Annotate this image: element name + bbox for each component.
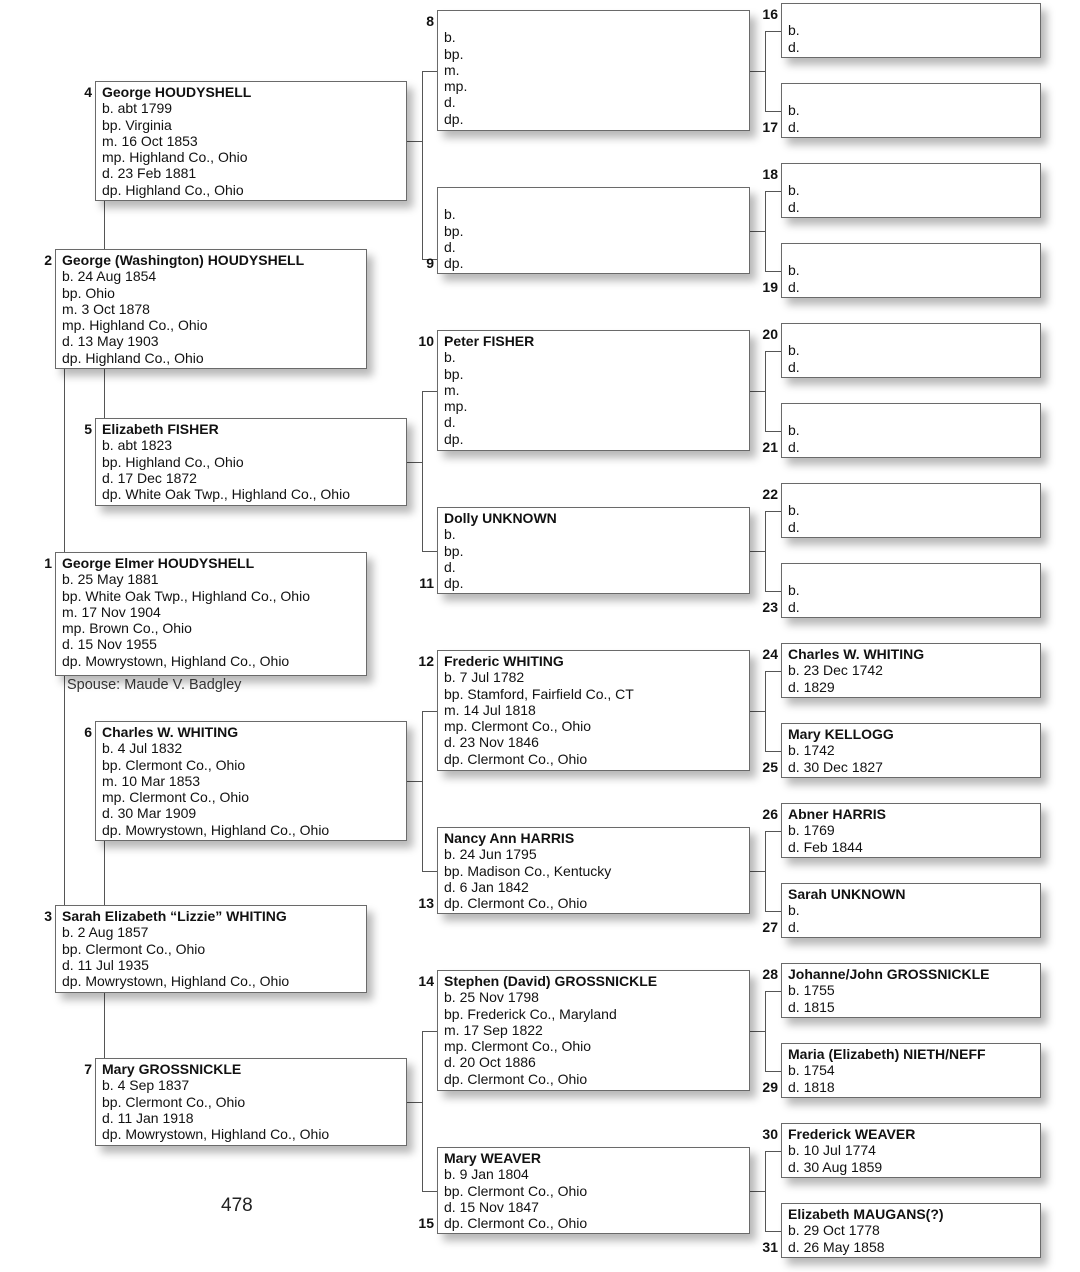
person-detail: dp. Clermont Co., Ohio xyxy=(444,1070,588,1087)
person-box-16[interactable] xyxy=(781,3,1041,58)
person-detail: dp. Highland Co., Ohio xyxy=(62,349,204,366)
person-detail: b. xyxy=(788,902,800,919)
person-box-25[interactable] xyxy=(781,723,1041,778)
person-detail: bp. White Oak Twp., Highland Co., Ohio xyxy=(62,587,310,604)
person-detail: mp. xyxy=(444,78,468,95)
connector-line xyxy=(422,1031,437,1032)
person-box-26[interactable] xyxy=(781,803,1041,858)
person-box-11[interactable] xyxy=(437,507,750,594)
person-detail: d. xyxy=(788,518,800,535)
person-name xyxy=(444,190,749,206)
ahnentafel-number: 24 xyxy=(762,646,778,662)
person-detail: dp. Mowrystown, Highland Co., Ohio xyxy=(62,652,290,669)
person-detail: d. xyxy=(788,598,800,615)
ahnentafel-number: 6 xyxy=(84,724,92,740)
person-box-1[interactable] xyxy=(55,552,367,676)
person-detail: d. 30 Dec 1827 xyxy=(788,758,883,775)
person-detail: d. xyxy=(788,278,800,295)
ahnentafel-number: 4 xyxy=(84,84,92,100)
person-name xyxy=(788,566,1040,582)
person-detail: dp. xyxy=(444,430,464,447)
person-detail: d. 30 Aug 1859 xyxy=(788,1158,883,1175)
person-name: George HOUDYSHELL xyxy=(102,84,252,100)
person-name: Charles W. WHITING xyxy=(102,724,239,740)
connector-line xyxy=(765,1071,781,1072)
person-box-30[interactable] xyxy=(781,1123,1041,1178)
person-detail: d. 15 Nov 1955 xyxy=(62,636,157,653)
ahnentafel-number: 26 xyxy=(762,806,778,822)
person-detail: bp. Clermont Co., Ohio xyxy=(102,756,246,773)
person-detail: m. 3 Oct 1878 xyxy=(62,300,150,317)
person-box-14[interactable] xyxy=(437,970,750,1091)
person-detail: mp. Highland Co., Ohio xyxy=(62,317,208,334)
person-detail: dp. Highland Co., Ohio xyxy=(102,181,244,198)
ahnentafel-number: 28 xyxy=(762,966,778,982)
person-detail: d. 11 Jan 1918 xyxy=(102,1109,194,1126)
person-name: Johanne/John GROSSNICKLE xyxy=(788,966,990,982)
person-detail: d. Feb 1844 xyxy=(788,838,863,855)
person-detail: d. 13 May 1903 xyxy=(62,333,159,350)
ahnentafel-number: 11 xyxy=(419,575,434,591)
person-detail: mp. Highland Co., Ohio xyxy=(102,149,248,166)
person-name: Mary GROSSNICKLE xyxy=(102,1061,242,1077)
person-detail: dp. Clermont Co., Ohio xyxy=(444,1215,588,1232)
person-detail: bp. xyxy=(444,542,464,559)
connector-line xyxy=(422,711,423,871)
connector-line xyxy=(422,391,437,392)
person-detail: b. 25 May 1881 xyxy=(62,571,159,588)
ahnentafel-number: 1 xyxy=(44,555,52,571)
person-box-31[interactable] xyxy=(781,1203,1041,1258)
person-detail: bp. Stamford, Fairfield Co., CT xyxy=(444,685,634,702)
person-name: Maria (Elizabeth) NIETH/NEFF xyxy=(788,1046,986,1062)
ahnentafel-number: 19 xyxy=(762,279,778,295)
person-box-27[interactable] xyxy=(781,883,1041,938)
person-name: Elizabeth MAUGANS(?) xyxy=(788,1206,944,1222)
person-name: Stephen (David) GROSSNICKLE xyxy=(444,973,658,989)
person-detail: b. 1769 xyxy=(788,822,835,839)
person-detail: d. 17 Dec 1872 xyxy=(102,469,197,486)
connector-line xyxy=(422,391,423,551)
person-detail: b. xyxy=(788,582,800,599)
ahnentafel-number: 7 xyxy=(84,1061,92,1077)
person-box-15[interactable] xyxy=(437,1147,750,1234)
person-detail: bp. Clermont Co., Ohio xyxy=(444,1182,588,1199)
person-detail: d. xyxy=(788,118,800,135)
connector-line xyxy=(407,141,422,142)
ahnentafel-number: 10 xyxy=(418,333,434,349)
connector-line xyxy=(765,191,766,271)
person-detail: d. xyxy=(788,198,800,215)
person-name xyxy=(788,166,1040,182)
connector-line xyxy=(750,71,765,72)
connector-line xyxy=(422,1031,423,1191)
person-detail: d. xyxy=(788,38,800,55)
ahnentafel-number: 29 xyxy=(762,1079,778,1095)
person-detail: bp. xyxy=(444,45,464,62)
person-detail: d. xyxy=(788,438,800,455)
person-detail: mp. Clermont Co., Ohio xyxy=(102,789,250,806)
ahnentafel-number: 21 xyxy=(762,439,778,455)
person-detail: mp. Clermont Co., Ohio xyxy=(444,1038,592,1055)
person-box-23[interactable] xyxy=(781,563,1041,618)
ahnentafel-number: 9 xyxy=(426,255,434,271)
person-detail: b. 23 Dec 1742 xyxy=(788,662,883,679)
person-detail: dp. Mowrystown, Highland Co., Ohio xyxy=(102,821,330,838)
connector-line xyxy=(422,1191,437,1192)
person-name: Mary KELLOGG xyxy=(788,726,894,742)
connector-line xyxy=(765,511,781,512)
person-detail: b. xyxy=(788,422,800,439)
person-detail: d. 6 Jan 1842 xyxy=(444,878,529,895)
person-detail: b. abt 1823 xyxy=(102,437,173,454)
person-detail: m. xyxy=(444,61,460,78)
person-name xyxy=(788,326,1040,342)
person-box-21[interactable] xyxy=(781,403,1041,458)
person-detail: dp. xyxy=(444,110,464,127)
connector-line xyxy=(750,391,765,392)
person-detail: m. 16 Oct 1853 xyxy=(102,132,198,149)
person-name: Charles W. WHITING xyxy=(788,646,925,662)
connector-line xyxy=(765,431,781,432)
person-detail: b. xyxy=(788,262,800,279)
person-detail: dp. Mowrystown, Highland Co., Ohio xyxy=(62,973,290,990)
connector-line xyxy=(104,841,105,905)
person-detail: b. abt 1799 xyxy=(102,100,173,117)
person-name xyxy=(788,486,1040,502)
connector-line xyxy=(765,271,781,272)
connector-line xyxy=(422,71,437,72)
person-box-12[interactable] xyxy=(437,650,750,771)
person-name: Nancy Ann HARRIS xyxy=(444,830,575,846)
connector-line xyxy=(765,671,766,751)
person-detail: d. 11 Jul 1935 xyxy=(62,956,149,973)
person-detail: m. xyxy=(444,381,460,398)
connector-line xyxy=(765,351,766,431)
person-detail: b. 4 Jul 1832 xyxy=(102,740,183,757)
person-detail: dp. xyxy=(444,255,464,272)
person-detail: b. 29 Oct 1778 xyxy=(788,1222,880,1239)
person-name: Sarah UNKNOWN xyxy=(788,886,906,902)
connector-line xyxy=(765,191,781,192)
connector-line xyxy=(104,369,105,418)
person-detail: d. 20 Oct 1886 xyxy=(444,1054,536,1071)
person-detail: m. 14 Jul 1818 xyxy=(444,701,536,718)
person-name: Sarah Elizabeth “Lizzie” WHITING xyxy=(62,908,287,924)
connector-line xyxy=(750,231,765,232)
person-detail: d. xyxy=(788,358,800,375)
person-detail: b. xyxy=(788,502,800,519)
connector-line xyxy=(765,31,781,32)
person-detail: bp. Clermont Co., Ohio xyxy=(62,940,206,957)
person-box-9[interactable] xyxy=(437,187,750,274)
person-detail: b. xyxy=(788,102,800,119)
person-detail: b. xyxy=(788,342,800,359)
person-detail: d. 26 May 1858 xyxy=(788,1238,885,1255)
person-detail: dp. Clermont Co., Ohio xyxy=(444,750,588,767)
person-detail: dp. White Oak Twp., Highland Co., Ohio xyxy=(102,486,350,503)
person-box-6[interactable] xyxy=(95,721,407,841)
person-box-20[interactable] xyxy=(781,323,1041,378)
person-detail: bp. Ohio xyxy=(62,284,115,301)
person-detail: b. xyxy=(788,182,800,199)
person-detail: d. 15 Nov 1847 xyxy=(444,1198,539,1215)
person-detail: b. 24 Jun 1795 xyxy=(444,846,537,863)
person-detail: bp. Virginia xyxy=(102,116,172,133)
person-box-19[interactable] xyxy=(781,243,1041,298)
connector-line xyxy=(765,1151,766,1231)
person-box-2[interactable] xyxy=(55,249,367,369)
person-detail: d. xyxy=(444,94,456,111)
ahnentafel-number: 18 xyxy=(762,166,778,182)
connector-line xyxy=(765,751,781,752)
person-detail: b. 9 Jan 1804 xyxy=(444,1166,529,1183)
connector-line xyxy=(407,462,422,463)
person-name xyxy=(788,406,1040,422)
connector-line xyxy=(750,1031,765,1032)
person-name: Frederic WHITING xyxy=(444,653,564,669)
connector-line xyxy=(750,1191,765,1192)
person-box-17[interactable] xyxy=(781,83,1041,138)
person-detail: b. 7 Jul 1782 xyxy=(444,669,525,686)
person-name: Frederick WEAVER xyxy=(788,1126,916,1142)
person-detail: dp. xyxy=(444,575,464,592)
person-detail: b. xyxy=(788,22,800,39)
connector-line xyxy=(750,711,765,712)
ahnentafel-number: 17 xyxy=(762,119,778,135)
ahnentafel-number: 13 xyxy=(418,895,434,911)
person-name xyxy=(788,6,1040,22)
connector-line xyxy=(765,511,766,591)
person-box-13[interactable] xyxy=(437,827,750,914)
connector-line xyxy=(422,71,423,259)
person-detail: m. 17 Nov 1904 xyxy=(62,603,161,620)
person-name xyxy=(788,246,1040,262)
person-box-3[interactable] xyxy=(55,905,367,993)
person-box-24[interactable] xyxy=(781,643,1041,698)
person-detail: b. 1755 xyxy=(788,982,835,999)
person-detail: bp. Frederick Co., Maryland xyxy=(444,1005,617,1022)
person-detail: dp. Clermont Co., Ohio xyxy=(444,895,588,912)
ahnentafel-number: 15 xyxy=(418,1215,434,1231)
person-detail: bp. Highland Co., Ohio xyxy=(102,453,244,470)
person-detail: b. 10 Jul 1774 xyxy=(788,1142,876,1159)
person-detail: d. 23 Nov 1846 xyxy=(444,734,539,751)
ahnentafel-number: 12 xyxy=(418,653,434,669)
spouse-label: Spouse: Maude V. Badgley xyxy=(67,677,242,693)
connector-line xyxy=(422,551,437,552)
ahnentafel-number: 2 xyxy=(44,252,52,268)
ahnentafel-number: 30 xyxy=(762,1126,778,1142)
person-detail: b. 1742 xyxy=(788,742,835,759)
person-detail: mp. xyxy=(444,398,468,415)
connector-line xyxy=(407,1102,422,1103)
ahnentafel-number: 23 xyxy=(762,599,778,615)
connector-line xyxy=(422,711,437,712)
person-detail: d. xyxy=(444,238,456,255)
ahnentafel-number: 31 xyxy=(762,1239,778,1255)
connector-line xyxy=(104,201,105,249)
person-detail: bp. xyxy=(444,365,464,382)
person-name: Mary WEAVER xyxy=(444,1150,541,1166)
person-detail: d. xyxy=(444,558,456,575)
person-detail: d. 1815 xyxy=(788,998,835,1015)
person-detail: b. 4 Sep 1837 xyxy=(102,1077,190,1094)
ahnentafel-number: 8 xyxy=(426,13,434,29)
person-box-28[interactable] xyxy=(781,963,1041,1018)
person-name xyxy=(444,13,749,29)
person-box-7[interactable] xyxy=(95,1058,407,1146)
connector-line xyxy=(765,991,766,1071)
person-name xyxy=(788,86,1040,102)
person-box-18[interactable] xyxy=(781,163,1041,218)
page-number: 478 xyxy=(221,1195,253,1216)
person-box-29[interactable] xyxy=(781,1043,1041,1098)
person-detail: d. xyxy=(444,414,456,431)
ahnentafel-number: 27 xyxy=(762,919,778,935)
ahnentafel-number: 25 xyxy=(762,759,778,775)
person-detail: b. 2 Aug 1857 xyxy=(62,924,149,941)
person-detail: b. xyxy=(444,29,456,46)
connector-line xyxy=(765,111,781,112)
person-name: Peter FISHER xyxy=(444,333,535,349)
person-box-8[interactable] xyxy=(437,10,750,131)
person-detail: bp. Madison Co., Kentucky xyxy=(444,862,612,879)
person-detail: b. xyxy=(444,349,456,366)
person-detail: b. xyxy=(444,526,456,543)
connector-line xyxy=(765,831,766,911)
connector-line xyxy=(765,831,781,832)
person-name: Abner HARRIS xyxy=(788,806,887,822)
ahnentafel-number: 16 xyxy=(762,6,778,22)
person-detail: b. 1754 xyxy=(788,1062,835,1079)
person-detail: d. xyxy=(788,918,800,935)
person-detail: b. 25 Nov 1798 xyxy=(444,989,539,1006)
person-box-5[interactable] xyxy=(95,418,407,506)
person-name: George (Washington) HOUDYSHELL xyxy=(62,252,305,268)
connector-line xyxy=(407,781,422,782)
person-box-10[interactable] xyxy=(437,330,750,451)
connector-line xyxy=(765,671,781,672)
person-box-4[interactable] xyxy=(95,81,407,201)
person-name: Dolly UNKNOWN xyxy=(444,510,557,526)
person-detail: m. 10 Mar 1853 xyxy=(102,772,201,789)
connector-line xyxy=(765,1231,781,1232)
person-detail: d. 23 Feb 1881 xyxy=(102,165,197,182)
person-detail: dp. Mowrystown, Highland Co., Ohio xyxy=(102,1126,330,1143)
connector-line xyxy=(765,31,766,111)
person-name: George Elmer HOUDYSHELL xyxy=(62,555,255,571)
connector-line xyxy=(765,991,781,992)
connector-line xyxy=(750,551,765,552)
connector-line xyxy=(765,1151,781,1152)
person-detail: m. 17 Sep 1822 xyxy=(444,1021,543,1038)
connector-line xyxy=(765,911,781,912)
person-detail: bp. xyxy=(444,222,464,239)
ahnentafel-number: 3 xyxy=(44,908,52,924)
connector-line xyxy=(765,351,781,352)
connector-line xyxy=(750,871,765,872)
person-detail: mp. Brown Co., Ohio xyxy=(62,620,192,637)
person-detail: d. 1829 xyxy=(788,678,835,695)
connector-line xyxy=(104,993,105,1058)
person-name: Elizabeth FISHER xyxy=(102,421,219,437)
ahnentafel-number: 22 xyxy=(762,486,778,502)
ahnentafel-number: 5 xyxy=(84,421,92,437)
person-detail: b. xyxy=(444,206,456,223)
person-detail: d. 1818 xyxy=(788,1078,835,1095)
person-box-22[interactable] xyxy=(781,483,1041,538)
person-detail: d. 30 Mar 1909 xyxy=(102,805,197,822)
connector-line xyxy=(765,591,781,592)
person-detail: mp. Clermont Co., Ohio xyxy=(444,718,592,735)
ahnentafel-number: 14 xyxy=(418,973,434,989)
person-detail: bp. Clermont Co., Ohio xyxy=(102,1093,246,1110)
person-detail: b. 24 Aug 1854 xyxy=(62,268,157,285)
ahnentafel-number: 20 xyxy=(762,326,778,342)
connector-line xyxy=(422,871,437,872)
